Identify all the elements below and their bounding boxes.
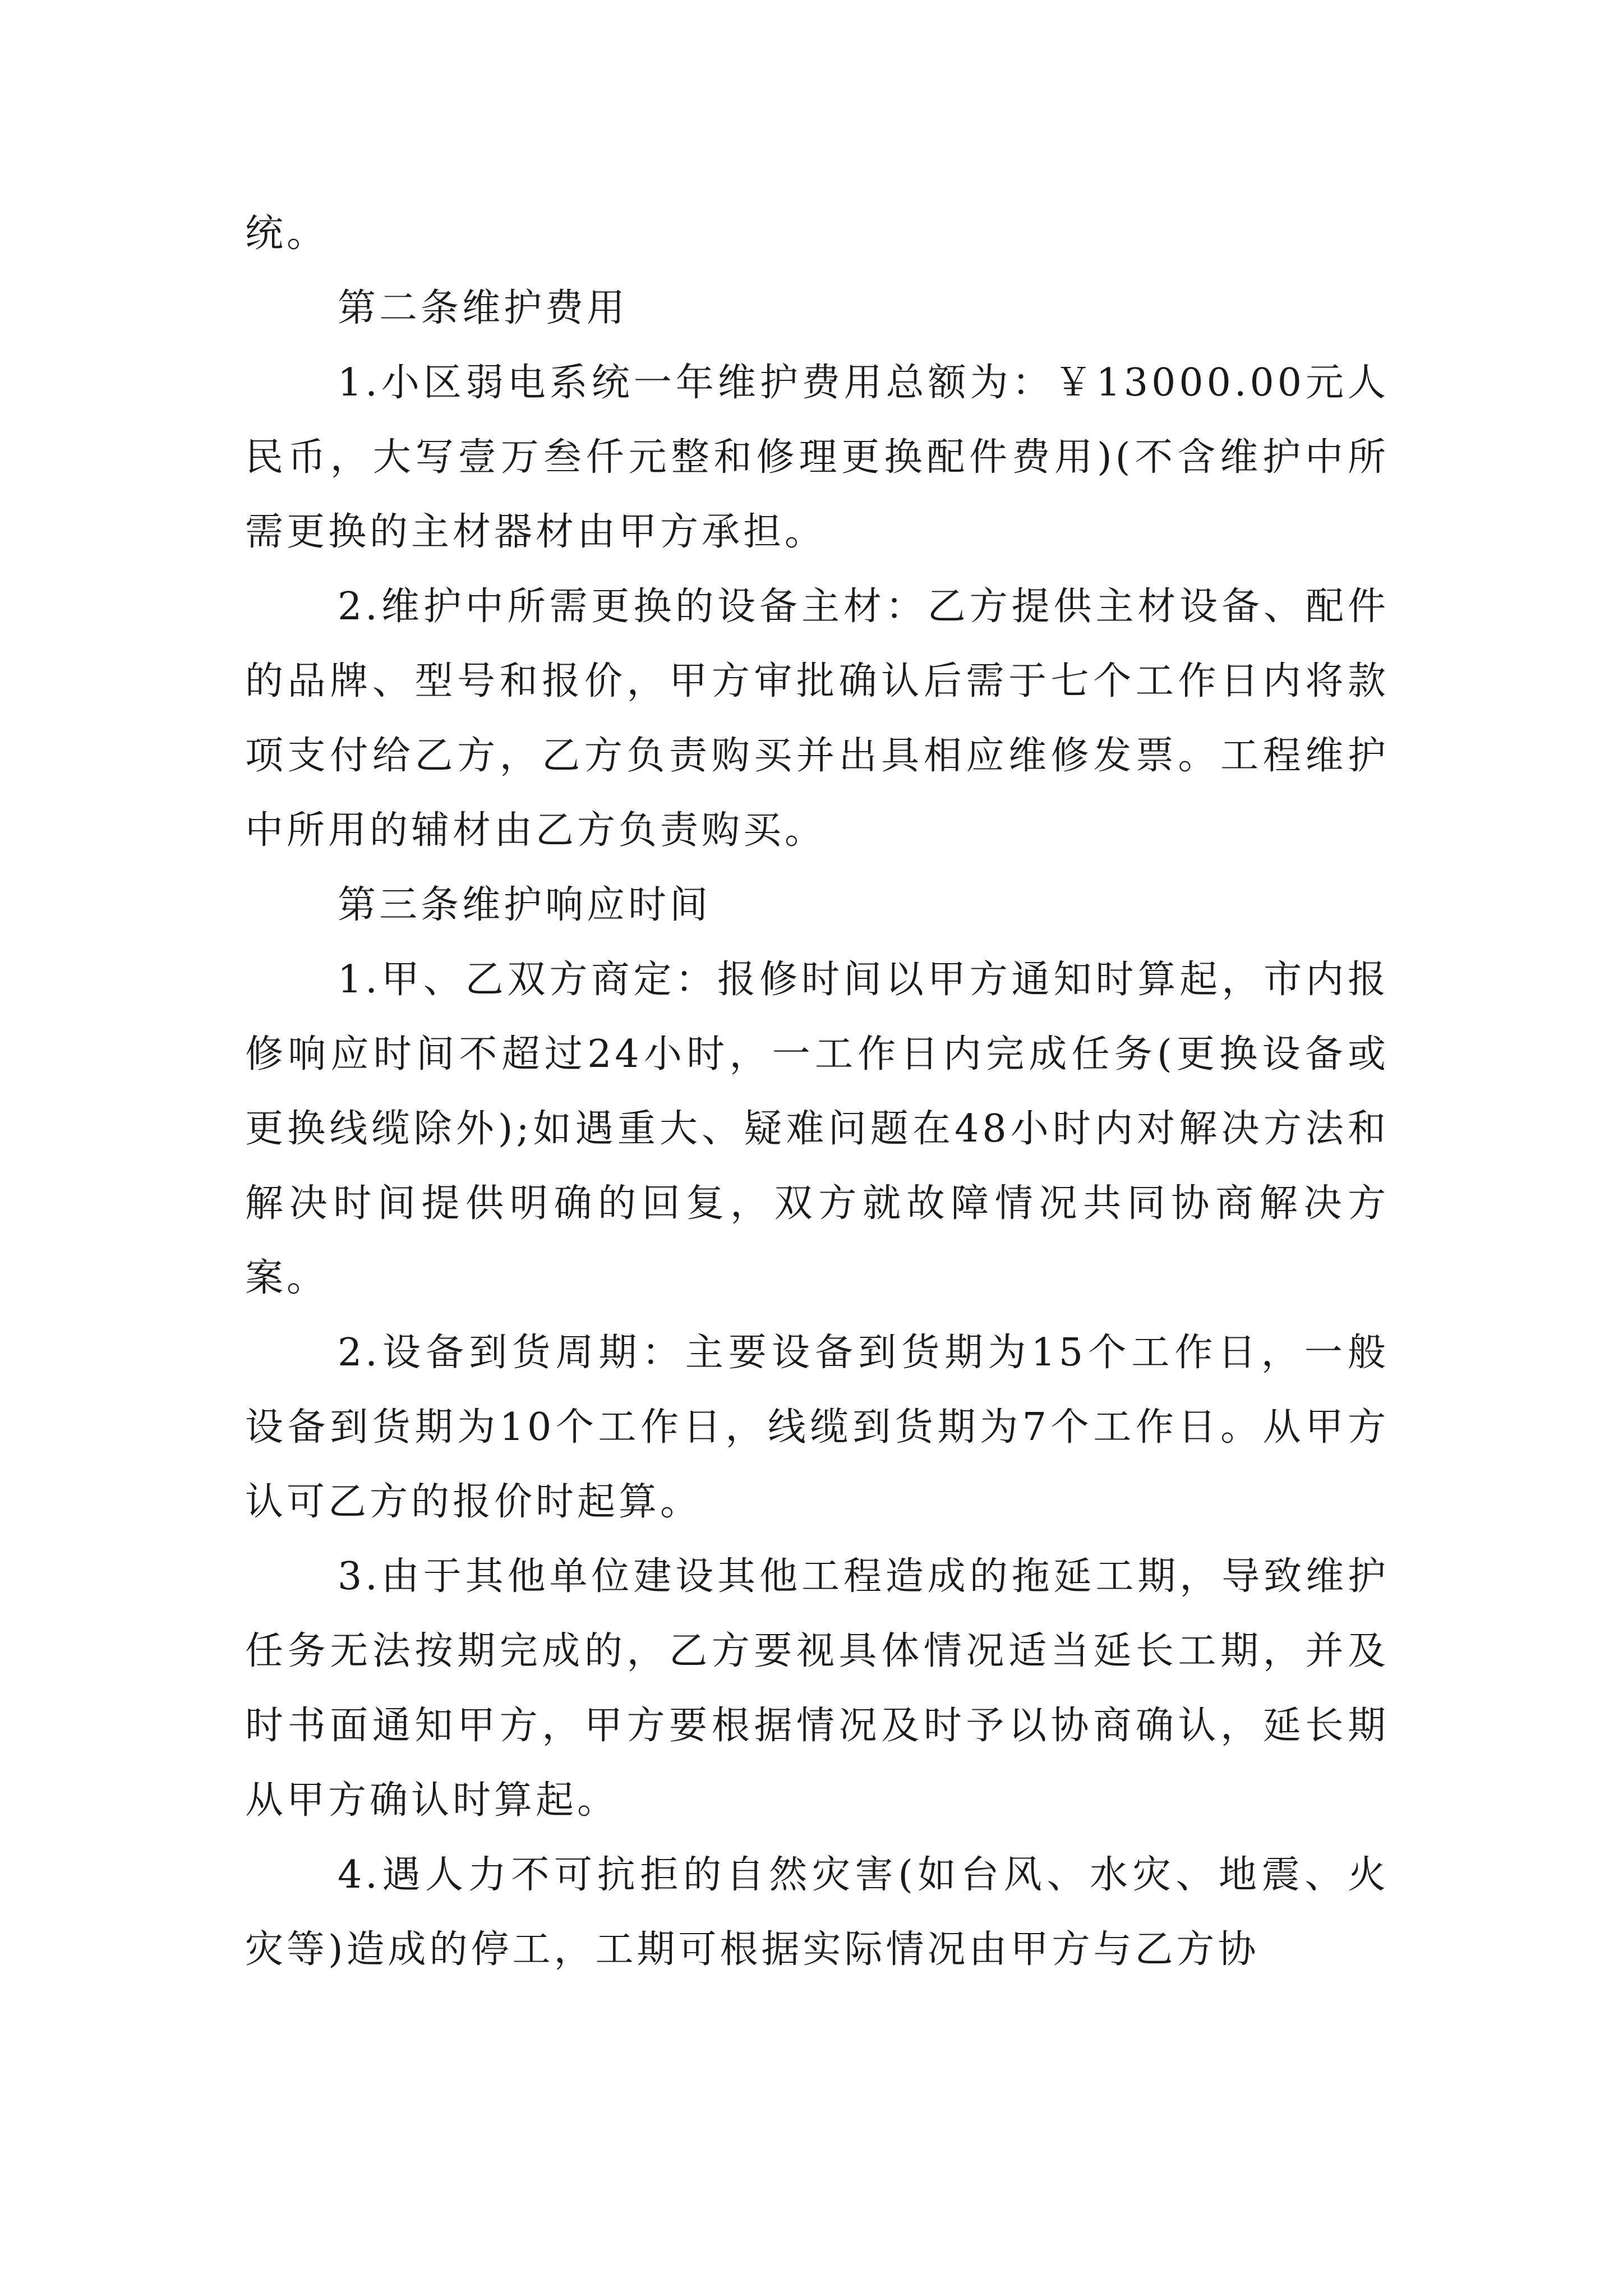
paragraph-response-time: 1.甲、乙双方商定：报修时间以甲方通知时算起，市内报修响应时间不超过24小时，一工作日内完成任务(更换设备或更换线缆除外);如遇重大、疑难问题在48小时内对解决方法和解决时间提供明确的回复，双方就故障情况共同协商解决方案。 [245,958,1389,1300]
document-body [245,196,1389,1987]
paragraph-continuation: 统。 [245,211,329,256]
article-heading-fees: 第二条维护费用 [338,286,629,330]
article-heading-response-time: 第三条维护响应时间 [338,883,712,927]
paragraph-delivery-period: 2.设备到货周期：主要设备到货期为15个工作日，一般设备到货期为10个工作日，线缆到货期为7个工作日。从甲方认可乙方的报价时起算。 [245,1331,1389,1524]
paragraph-fee-materials: 2.维护中所需更换的设备主材：乙方提供主材设备、配件的品牌、型号和报价，甲方审批确认后需于七个工作日内将款项支付给乙方，乙方负责购买并出具相应维修发票。工程维护中所用的辅材由乙方负责购买。 [245,585,1389,853]
paragraph-force-majeure: 4.遇人力不可抗拒的自然灾害(如台风、水灾、地震、火灾等)造成的停工，工期可根据实际情况由甲方与乙方协 [245,1853,1389,1972]
paragraph-delay-extension: 3.由于其他单位建设其他工程造成的拖延工期，导致维护任务无法按期完成的，乙方要视具体情况适当延长工期，并及时书面通知甲方，甲方要根据情况及时予以协商确认，延长期从甲方确认时算起。 [245,1554,1389,1823]
paragraph-fee-total: 1.小区弱电系统一年维护费用总额为：￥13000.00元人民币，大写壹万叁仟元整和修理更换配件费用)(不含维护中所需更换的主材器材由甲方承担。 [245,361,1389,554]
